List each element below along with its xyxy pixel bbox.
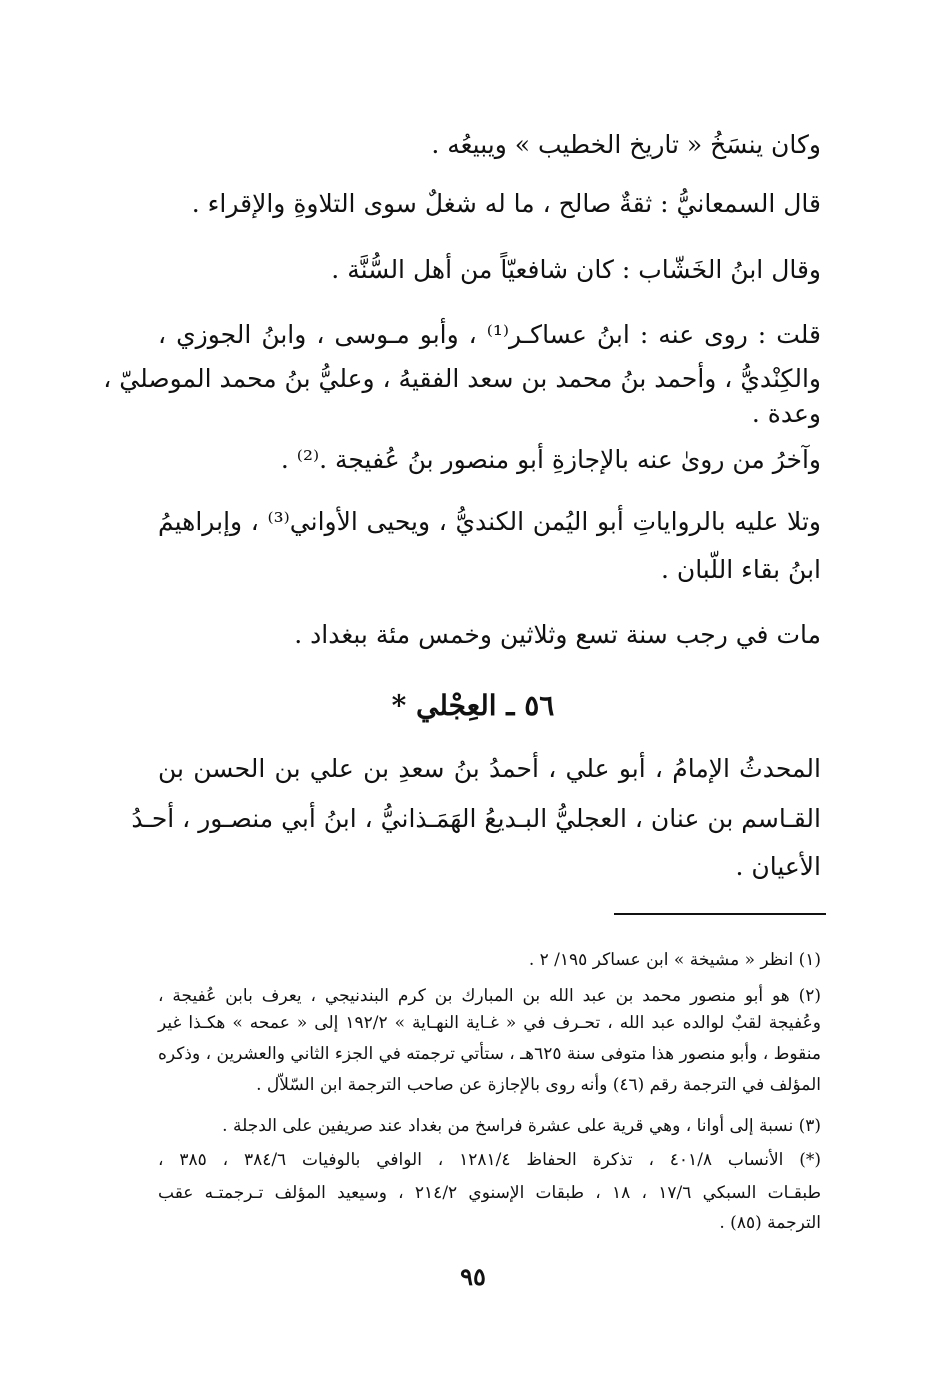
footnote-2-line-2: وعُفيجة لقبٌ لوالده عبد الله ، تحـرف في « غـاية النهـاية » ١٩٢/٢ إلى « عمحه » هكـذا غير xyxy=(158,1013,821,1033)
paragraph-last-narrator: وآخرُ من روىٰ عنه بالإجازةِ أبو منصور بنُ عُفيجة .⁽²⁾ . xyxy=(280,445,821,474)
page-number: ٩٥ xyxy=(460,1262,486,1291)
paragraph-death: مات في رجب سنة تسع وثلاثين وخمس مئة ببغداد . xyxy=(294,620,821,649)
entry-line-2: القـاسم بن عنان ، العجليُّ البـديعُ الهَمَـذانيُّ ، ابنُ أبي منصـور ، أحـدُ xyxy=(131,804,821,833)
paragraph-narrators-line-1: قلت : روى عنه : ابنُ عساكـر⁽¹⁾ ، وأبو مـوسى ، وابنُ الجوزي ، xyxy=(158,320,821,349)
paragraph-samani-quote: قال السمعانيُّ : ثقةٌ صالح ، ما له شغلٌ سوى التلاوةِ والإقراء . xyxy=(191,189,821,218)
paragraph-recitation-line-1: وتلا عليه بالرواياتِ أبو اليُمن الكنديُّ ، ويحيى الأواني⁽³⁾ ، وإبراهيمُ xyxy=(158,507,822,536)
footnote-4-line-2: طبقـات السبكي ١٧/٦ ، ١٨ ، طبقات الإسنوي ٢١٤/٢ ، وسيعيد المؤلف تـرجمتـه عقب xyxy=(158,1183,821,1203)
entry-line-3: الأعيان . xyxy=(735,852,821,881)
footnote-2-line-3: منقوط ، وأبو منصور هذا متوفى سنة ٦٢٥هـ ، ستأتي ترجمته في الجزء الثاني والعشرين ، وذكره xyxy=(158,1044,821,1064)
footnote-1: (١) انظر « مشيخة » ابن عساكر ١٩٥/ ٢ . xyxy=(528,950,821,970)
footnote-2-line-1: (٢) هو أبو منصور محمد بن عبد الله بن المبارك بن كرم البندنيجي ، يعرف بابن عُفيجة ، xyxy=(158,986,821,1006)
footnote-4-line-1: (*) الأنساب ٤٠١/٨ ، تذكرة الحفاظ ١٢٨١/٤ ، الوافي بالوفيات ٣٨٤/٦ ، ٣٨٥ ، xyxy=(158,1150,822,1170)
footnote-4-line-3: الترجمة (٨٥) . xyxy=(719,1213,821,1233)
entry-heading: ٥٦ ـ العِجْلي * xyxy=(391,689,555,722)
paragraph-narrators-line-2: والكِنْديُّ ، وأحمد بنُ محمد بن سعد الفقيهُ ، وعليُّ بنُ محمد الموصليّ ، xyxy=(103,364,821,393)
paragraph-copying-history: وكان ينسَخُ « تاريخ الخطيب » ويبيعُه . xyxy=(431,130,821,159)
footnote-separator xyxy=(614,913,826,915)
footnote-3: (٣) نسبة إلى أوانا ، وهي قرية على عشرة فراسخ من بغداد عند صريفين على الدجلة . xyxy=(222,1116,821,1136)
footnote-2-line-4: المؤلف في الترجمة رقم (٤٦) وأنه روى بالإجازة عن صاحب الترجمة ابن السّلاّل . xyxy=(256,1075,821,1095)
paragraph-recitation-line-2: ابنُ بقاء اللّبان . xyxy=(660,555,821,584)
paragraph-khashshab-quote: وقال ابنُ الخَشّاب : كان شافعيّاً من أهل السُّنَّة . xyxy=(331,255,821,284)
paragraph-narrators-line-3: وعدة . xyxy=(751,399,821,428)
entry-line-1: المحدثُ الإمامُ ، أبو علي ، أحمدُ بنُ سعدِ بن علي بن الحسن بن xyxy=(158,754,821,783)
